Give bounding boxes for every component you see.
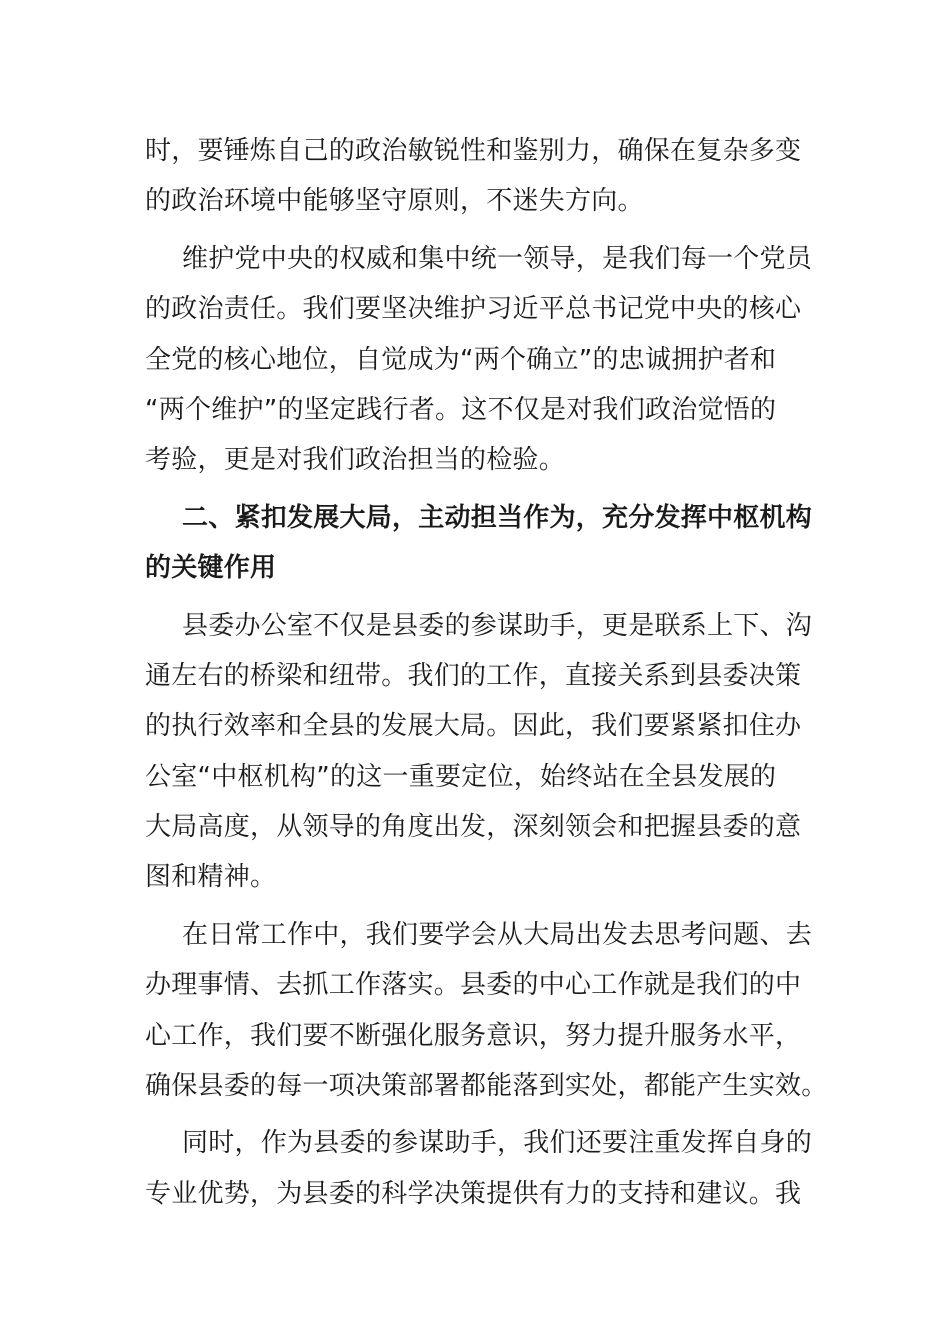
text-line: 全党的核心地位，自觉成为“两个确立”的忠诚拥护者和	[145, 344, 777, 375]
section-heading	[145, 493, 813, 594]
text-line: 的政治环境中能够坚守原则，不迷失方向。	[145, 186, 644, 217]
document-page	[145, 126, 828, 1219]
paragraph	[145, 126, 807, 227]
text-line: 同时，作为县委的参谋助手，我们还要注重发挥自身的	[182, 1128, 813, 1159]
text-line: 县委办公室不仅是县委的参谋助手，更是联系上下、沟	[182, 610, 813, 641]
text-line: 确保县委的每一项决策部署都能落到实处，都能产生实效。	[145, 1071, 828, 1102]
text-line: 专业优势，为县委的科学决策提供有力的支持和建议。我	[145, 1178, 802, 1209]
paragraph-gap	[145, 227, 807, 234]
text-line: 公室“中枢机构”的这一重要定位，始终站在全县发展的	[145, 761, 777, 792]
paragraph	[145, 910, 828, 1112]
text-line: 的关键作用	[145, 553, 277, 584]
document-body	[145, 126, 828, 1219]
text-line: 通左右的桥梁和纽带。我们的工作，直接关系到县委决策	[145, 660, 802, 691]
paragraph-gap	[145, 486, 807, 493]
paragraph-gap	[145, 594, 807, 601]
text-line: 考验，更是对我们政治担当的检验。	[145, 445, 566, 476]
text-line: 大局高度，从领导的角度出发，深刻领会和把握县委的意	[145, 812, 802, 843]
text-line: 在日常工作中，我们要学会从大局出发去思考问题、去	[182, 919, 813, 950]
text-line: 办理事情、去抓工作落实。县委的中心工作就是我们的中	[145, 970, 802, 1001]
text-line: 时，要锤炼自己的政治敏锐性和鉴别力，确保在复杂多变	[145, 136, 802, 166]
paragraph-gap	[145, 903, 807, 910]
paragraph	[145, 1118, 813, 1219]
text-line: 图和精神。	[145, 862, 277, 893]
paragraph	[145, 601, 813, 903]
text-line: 的执行效率和全县的发展大局。因此，我们要紧紧扣住办	[145, 711, 802, 742]
text-line: 的政治责任。我们要坚决维护习近平总书记党中央的核心	[145, 294, 802, 325]
text-line: 心工作，我们要不断强化服务意识，努力提升服务水平，	[145, 1020, 802, 1051]
text-line: 二、紧扣发展大局，主动担当作为，充分发挥中枢机构	[182, 502, 813, 533]
paragraph	[145, 234, 813, 486]
paragraph-gap	[145, 1111, 807, 1118]
text-line: 维护党中央的权威和集中统一领导，是我们每一个党员	[182, 243, 813, 274]
text-line: “两个维护”的坚定践行者。这不仅是对我们政治觉悟的	[145, 394, 777, 425]
